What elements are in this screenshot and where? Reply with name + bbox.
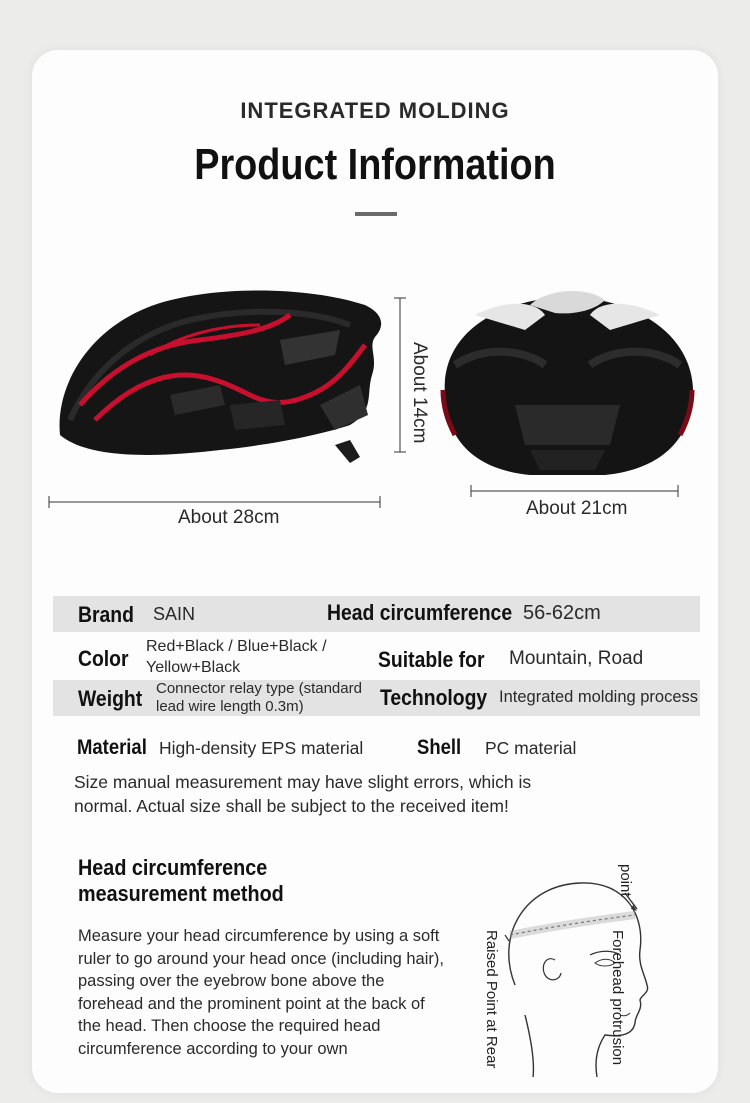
title-divider [355,212,397,216]
spec-row-material [53,732,700,764]
rear-point-label: Raised Point at Rear [483,930,500,1069]
page-title: Product Information [194,140,556,189]
head-measurement-illustration [495,865,660,1080]
size-note-line2: normal. Actual size shall be subject to the received item! [74,796,509,816]
height-label: About 14cm [409,342,430,444]
method-title-line1: Head circumference [78,855,268,880]
weight-value-line2: lead wire length 0.3m) [156,698,304,715]
color-value-line2: Yellow+Black [146,659,241,676]
head-circumference-value: 56-62cm [523,602,601,624]
helmet-side-image [50,285,390,465]
method-title-line2: measurement method [78,881,284,906]
brand-value: SAIN [153,604,196,624]
spec-row-brand [53,596,700,632]
color-value-line1: Red+Black / Blue+Black / [146,638,327,655]
weight-value-line1: Connector relay type (standard [156,680,362,697]
size-note-line1: Size manual measurement may have slight errors, which is [74,772,532,792]
suitable-for-value: Mountain, Road [509,648,644,669]
spec-row-color [53,634,700,678]
weight-label: Weight [78,686,143,711]
shell-label: Shell [417,736,462,759]
forehead-point-label [609,930,626,1065]
section-kicker: INTEGRATED MOLDING [240,98,510,123]
suitable-for-label: Suitable for [378,647,485,672]
technology-label: Technology [380,685,488,710]
method-body: Measure your head circumference by using a soft ruler to go around your head once (including hair), passing over the eyebrow bone above the forehead and the prominent point at the back of the head. Then choose the required head circumference according to your own [78,927,444,1058]
material-label: Material [77,736,147,759]
forehead-point-label-line2: point [617,864,634,897]
width-dimension-line [470,484,680,498]
method-title [78,855,312,907]
spec-row-weight [53,680,700,716]
width-label: About 21cm [526,498,628,519]
head-circumference-label: Head circumference [327,600,513,625]
length-label: About 28cm [178,507,280,528]
helmet-rear-image [435,285,700,485]
technology-value: Integrated molding process [499,688,699,706]
material-value: High-density EPS material [159,738,364,758]
shell-value: PC material [485,738,577,758]
brand-label: Brand [78,602,134,627]
size-note [74,770,594,818]
color-label: Color [78,646,129,671]
forehead-point-label-line1: Forehead protrusion [609,930,626,1066]
